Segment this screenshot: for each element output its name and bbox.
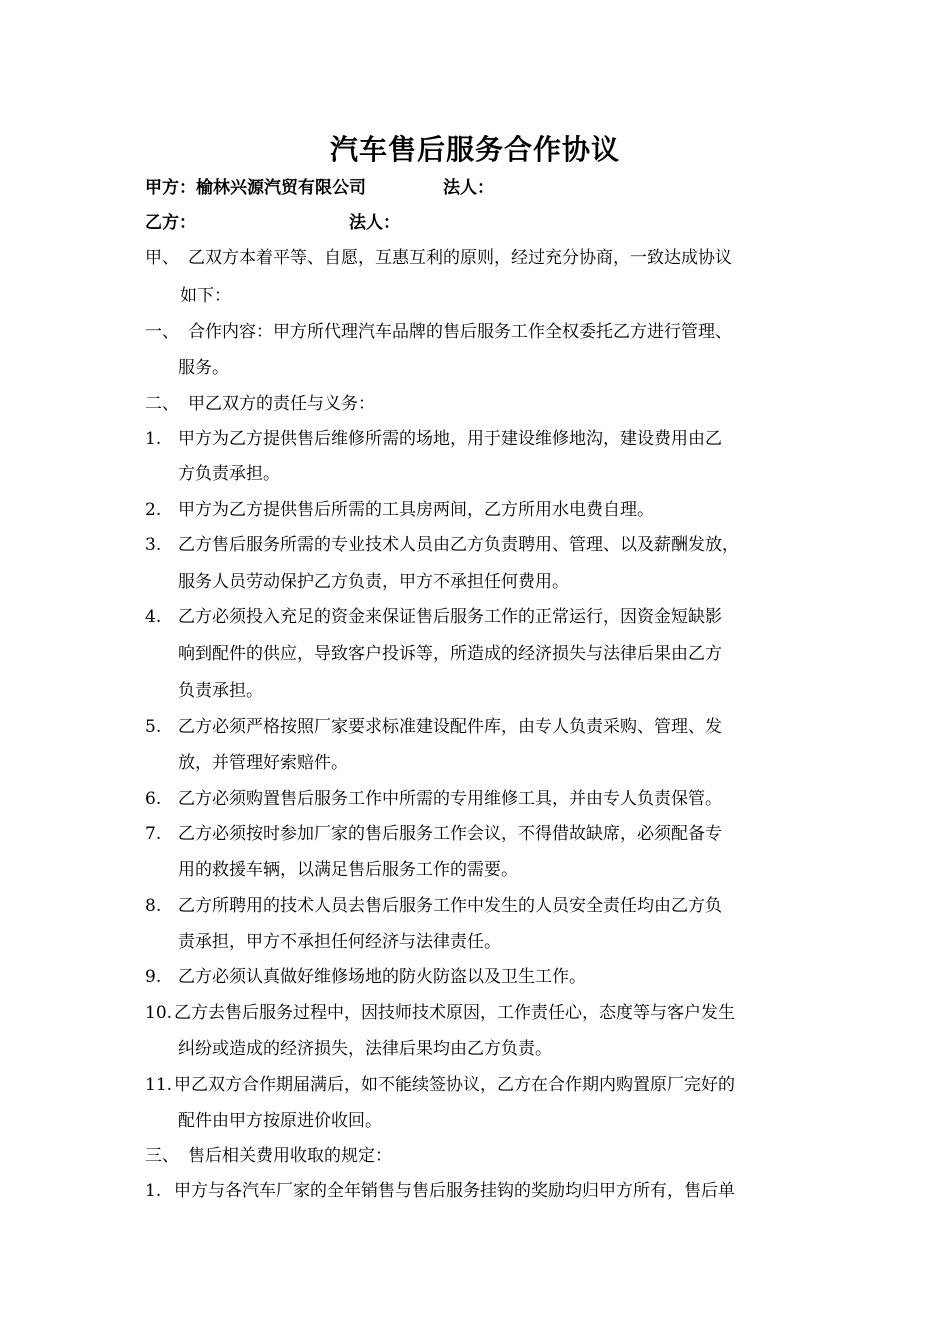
section-2-heading [145,392,375,416]
item-text: 乙方去售后服务过程中，因技师技术原因，工作责任心，态度等与客户发生 [174,1003,735,1023]
item-text-continued: 服务人员劳动保护乙方负责，甲方不承担任何费用。 [178,572,569,592]
item-number: 9. [145,967,162,987]
party-b-label: 乙方： [145,213,196,233]
list-item [145,533,739,557]
section-1-text-1: 合作内容：甲方所代理汽车品牌的售后服务工作全权委托乙方进行管理、 [188,322,732,342]
section-1-line [145,320,732,344]
item-number: 1. [145,1181,162,1201]
item-text: 乙方必须认真做好维修场地的防火防盗以及卫生工作。 [178,967,586,987]
section-1-text-2: 服务。 [178,358,229,378]
item-number: 8. [145,896,162,916]
item-text-continued: 纠纷或造成的经济损失，法律后果均由乙方负责。 [178,1039,552,1059]
intro-text-1: 乙双方本着平等、自愿，互惠互利的原则，经过充分协商，一致达成协议 [188,248,732,268]
item-text: 乙方所聘用的技术人员去售后服务工作中发生的人员安全责任均由乙方负 [178,896,722,916]
item-number: 4. [145,607,162,627]
list-item [145,427,722,451]
item-text: 乙方售后服务所需的专业技术人员由乙方负责聘用、管理、以及薪酬发放， [178,535,739,555]
list-item [145,1073,735,1097]
item-text: 乙方必须购置售后服务工作中所需的专用维修工具，并由专人负责保管。 [178,789,722,809]
section-3-num: 三、 [145,1146,179,1166]
intro-text-2: 如下： [180,286,231,306]
list-item [145,715,722,739]
item-text-continued: 负责承担。 [178,681,263,701]
item-number: 10. [145,1003,173,1023]
item-text: 甲方为乙方提供售后维修所需的场地，用于建设维修地沟，建设费用由乙 [178,429,722,449]
party-b-legal: 法人： [349,213,400,233]
list-item [145,605,722,629]
section-2-title: 甲乙双方的责任与义务： [188,394,375,414]
list-item [145,1179,735,1203]
item-text: 乙方必须严格按照厂家要求标准建设配件库，由专人负责采购、管理、发 [178,717,722,737]
item-text: 甲方为乙方提供售后所需的工具房两间，乙方所用水电费自理。 [178,500,654,520]
item-text-continued: 响到配件的供应，导致客户投诉等，所造成的经济损失与法律后果由乙方 [178,644,722,664]
item-text-continued: 配件由甲方按原进价收回。 [178,1111,382,1131]
item-text-continued: 责承担，甲方不承担任何经济与法律责任。 [178,932,501,952]
list-item [145,787,722,811]
intro-line [145,246,732,270]
item-text: 甲乙双方合作期届满后，如不能续签协议，乙方在合作期内购置原厂完好的 [174,1075,735,1095]
item-text: 乙方必须按时参加厂家的售后服务工作会议，不得借故缺席，必须配备专 [178,824,722,844]
item-text-continued: 用的救援车辆，以满足售后服务工作的需要。 [178,860,518,880]
section-1-num: 一、 [145,322,179,342]
intro-num: 甲、 [145,248,179,268]
item-number: 7. [145,824,162,844]
list-item [145,498,654,522]
section-3-heading [145,1144,392,1168]
list-item [145,822,722,846]
item-number: 11. [145,1075,173,1095]
party-a-legal: 法人： [443,178,494,198]
party-a-label: 甲方：榆林兴源汽贸有限公司 [145,178,366,198]
item-number: 1. [145,429,162,449]
item-text-continued: 放，并管理好索赔件。 [178,753,348,773]
document-title: 汽车售后服务合作协议 [329,133,620,166]
item-number: 2. [145,500,162,520]
item-text: 甲方与各汽车厂家的全年销售与售后服务挂钩的奖励均归甲方所有，售后单 [174,1181,735,1201]
list-item [145,1001,735,1025]
section-2-num: 二、 [145,394,179,414]
item-text: 乙方必须投入充足的资金来保证售后服务工作的正常运行，因资金短缺影 [178,607,722,627]
item-text-continued: 方负责承担。 [178,464,280,484]
list-item [145,894,722,918]
party-a-line [145,176,494,200]
list-item [145,965,586,989]
section-3-title: 售后相关费用收取的规定： [188,1146,392,1166]
item-number: 6. [145,789,162,809]
item-number: 3. [145,535,162,555]
item-number: 5. [145,717,162,737]
party-b-line [145,211,400,235]
